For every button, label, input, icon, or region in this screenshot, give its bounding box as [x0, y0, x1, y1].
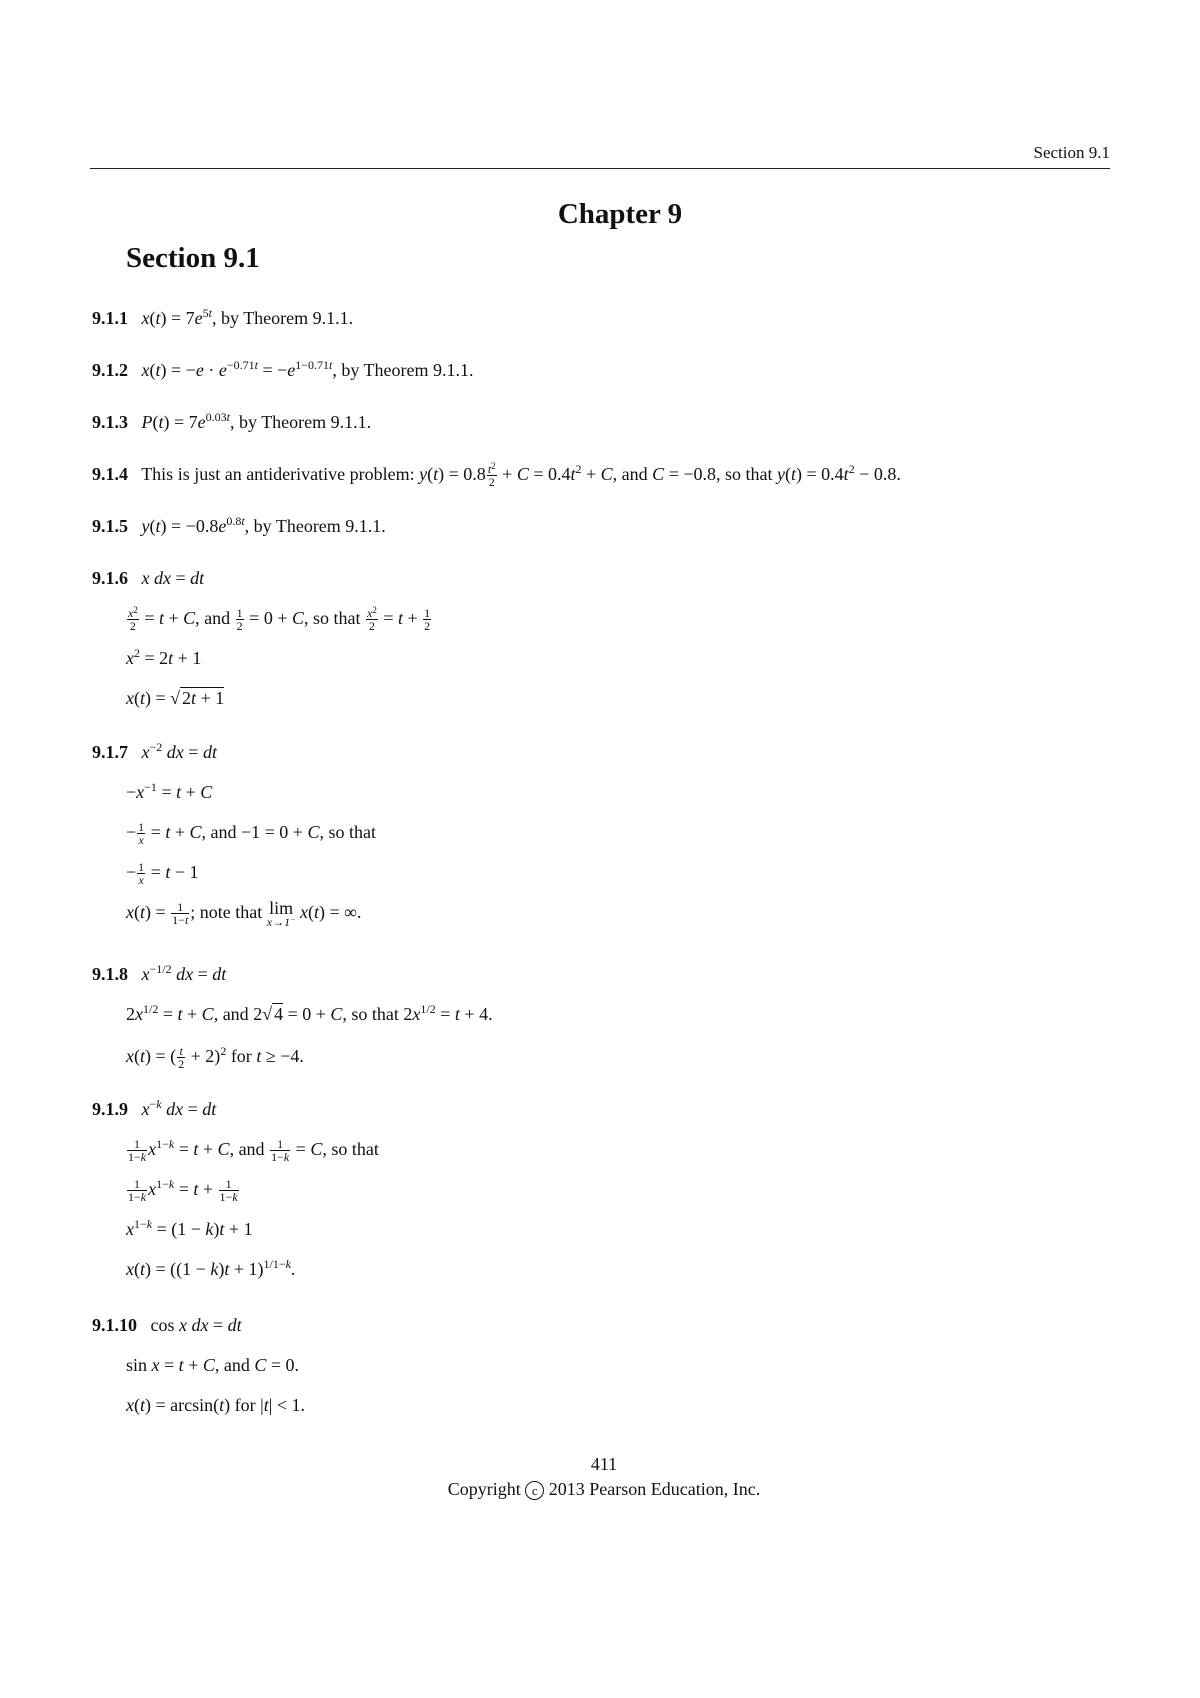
- problem-9-1-5: 9.1.5 $y(t) = -0.8e^{0.8t}$, by Theorem 9.1.1.: [92, 514, 386, 536]
- copyright-holder: 2013 Pearson Education, Inc.: [548, 1479, 761, 1499]
- solution-step: $2x^{1/2} = t + C$, and 2√ 4 = 0 + C, so that $2x^{1/2} = t + 4$.: [126, 1002, 493, 1024]
- connector-text: ; note that: [190, 902, 263, 922]
- solution-step: sin x = t + C, and C = 0.: [126, 1355, 300, 1375]
- solution-step: $\frac{x^2}{2}$ = t + C, and $\frac{1}{2}$ = 0 + C, so that $\frac{x^2}{2}$ = t + $\frac{1}{2}$: [128, 605, 431, 634]
- connector-text: , and: [229, 1139, 265, 1159]
- problem-9-1-7: 9.1.7 $x^{-2}$ dx = dt: [92, 740, 217, 762]
- copyright-symbol: c: [525, 1481, 544, 1500]
- solution-step: $\frac{1}{1-k}$ $x^{1-k} = t$ + $\frac{1}{1-k}$: [128, 1177, 238, 1205]
- problem-number: 9.1.5: [92, 516, 128, 536]
- connector-text: , so that: [716, 464, 773, 484]
- problem-number: 9.1.2: [92, 360, 128, 380]
- solution-step: − $\frac{1}{x}$ = t + C, and −1 = 0 + C, so that: [126, 820, 376, 848]
- problem-number: 9.1.7: [92, 742, 128, 762]
- solution-step: − $\frac{1}{x}$ = t − 1: [126, 860, 199, 888]
- problem-text: This is just an antiderivative problem:: [141, 464, 415, 484]
- problem-9-1-6: 9.1.6 x dx = dt: [92, 568, 205, 588]
- problem-number: 9.1.8: [92, 964, 128, 984]
- problem-number: 9.1.10: [92, 1315, 137, 1335]
- section-title: Section 9.1: [126, 242, 260, 274]
- connector-text: , so that: [322, 1139, 379, 1159]
- problem-number: 9.1.1: [92, 308, 128, 328]
- problem-number: 9.1.9: [92, 1099, 128, 1119]
- theorem-ref: , by Theorem 9.1.1.: [212, 308, 354, 328]
- theorem-ref: , by Theorem 9.1.1.: [230, 412, 372, 432]
- connector-text: for: [234, 1395, 256, 1415]
- copyright-label: Copyright: [447, 1479, 521, 1499]
- solution-step: $x(t) = ((1 - k)t + 1)^{1/1-k}$.: [126, 1257, 296, 1279]
- problem-9-1-1: 9.1.1 $x(t) = 7e^{5t}$, by Theorem 9.1.1.: [92, 306, 354, 328]
- connector-text: , and: [214, 1355, 250, 1375]
- solution-step: $x^2 = 2t + 1$: [126, 646, 202, 668]
- connector-text: , and: [213, 1004, 249, 1024]
- solution-step: x(t) = √ 2t + 1: [126, 688, 225, 708]
- solution-step: x(t) = arcsin(t) for |t| < 1.: [126, 1395, 306, 1415]
- problem-9-1-10: 9.1.10 cos x dx = dt: [92, 1315, 242, 1335]
- problem-number: 9.1.4: [92, 464, 128, 484]
- connector-text: , and: [195, 608, 231, 628]
- problem-9-1-4: 9.1.4 This is just an antiderivative problem: y(t) = 0.8 $\frac{t^2}{2}$ + $C = 0.4t^2 + C$, and C = −0.8, so that $y(t) = 0.4t^2 - 0.8$.: [92, 461, 901, 490]
- problem-number: 9.1.6: [92, 568, 128, 588]
- theorem-ref: , by Theorem 9.1.1.: [244, 516, 386, 536]
- chapter-title: Chapter 9: [557, 198, 683, 230]
- connector-text: for: [230, 1046, 252, 1066]
- solution-step: $-x^{-1} = t + C$: [126, 780, 213, 802]
- problem-9-1-3: 9.1.3 $P(t) = 7e^{0.03t}$, by Theorem 9.1.1.: [92, 410, 372, 432]
- connector-text: , so that: [304, 608, 361, 628]
- solution-step: $x^{1-k} = (1 - k)t + 1$: [126, 1217, 253, 1239]
- running-header: Section 9.1: [1033, 143, 1110, 162]
- connector-text: , so that: [319, 822, 376, 842]
- connector-text: , so that: [342, 1004, 399, 1024]
- solution-step: $\frac{1}{1-k}$ $x^{1-k} = t + C$, and $\frac{1}{1-k}$ = C, so that: [128, 1137, 379, 1165]
- solution-step: x(t) = $\frac{1}{1-t}$ ; note that lim x→1− x(t) = ∞.: [126, 898, 362, 929]
- solution-step: x(t) = ( $\frac{t}{2}$ + 2)$^2$ for t ≥ −4.: [126, 1044, 304, 1072]
- problem-9-1-9: 9.1.9 $x^{-k}$ dx = dt: [92, 1097, 217, 1119]
- page-number: 411: [590, 1454, 618, 1474]
- header-rule: [90, 168, 1110, 169]
- copyright-line: [0, 1479, 1200, 1500]
- problem-9-1-8: 9.1.8 $x^{-1/2}$ dx = dt: [92, 962, 227, 984]
- problem-number: 9.1.3: [92, 412, 128, 432]
- problem-9-1-2: 9.1.2 $x(t) = -e \cdot e^{-0.71t} = -e^{1-0.71t}$, by Theorem 9.1.1.: [92, 358, 474, 380]
- connector-text: , and: [612, 464, 648, 484]
- connector-text: , and: [201, 822, 237, 842]
- theorem-ref: , by Theorem 9.1.1.: [332, 360, 474, 380]
